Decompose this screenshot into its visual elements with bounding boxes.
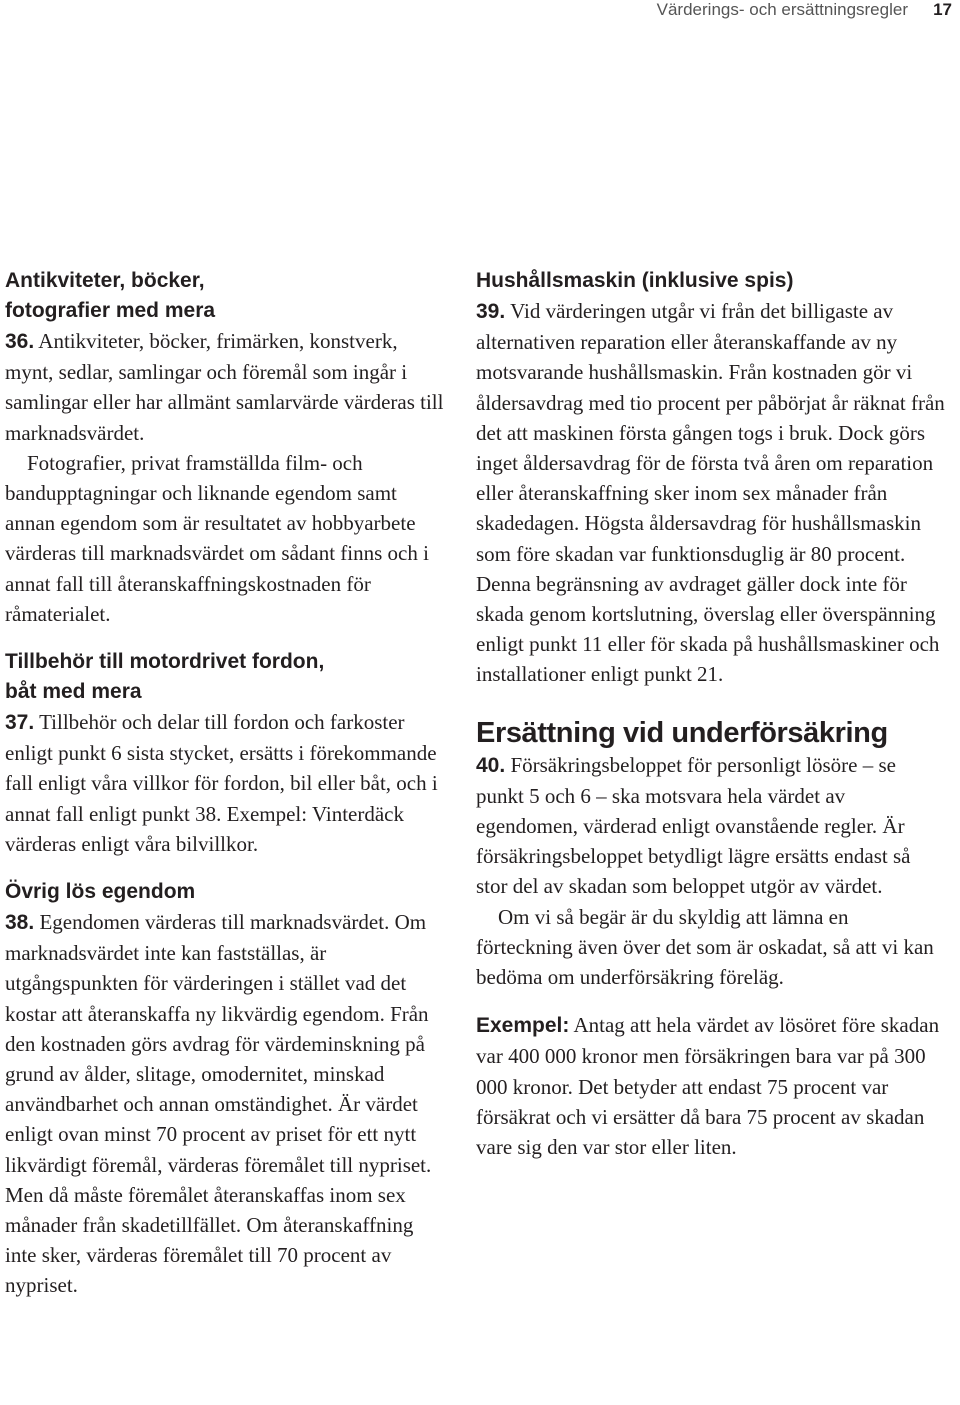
heading-line: Tillbehör till motordrivet fordon, <box>5 650 325 674</box>
page-number: 17 <box>933 0 952 19</box>
paragraph <box>476 750 946 902</box>
section-hushallsmaskin <box>476 266 946 690</box>
paragraph-text: Om vi så begär är du skyldig att lämna en förteckning även över det som är oskadat, så att vi kan bedöma om underförsäkring föreläg. <box>476 904 934 990</box>
heading-line: båt med mera <box>5 680 142 704</box>
heading-line: fotografier med mera <box>5 299 216 322</box>
section-title: Ersättning vid underförsäkring <box>476 716 888 749</box>
section-heading: Hushållsmaskin (inklusive spis) <box>476 269 794 292</box>
section-heading: Övrig lös egendom <box>5 880 196 904</box>
section-heading <box>5 647 447 707</box>
running-head-title: Värderings- och ersättningsregler <box>656 0 908 19</box>
paragraph <box>5 326 447 448</box>
heading-line: Antikviteter, böcker, <box>5 269 205 292</box>
paragraph <box>5 707 447 859</box>
paragraph-text: Tillbehör och delar till fordon och farkoster enligt punkt 6 sista stycket, ersätts i förekommande fall enligt våra villkor för fordon, bil eller båt, och i annat fall enligt punkt 38. Exempel: Vinterdäck värderas enligt våra bilvillkor. <box>5 710 438 856</box>
running-head <box>0 0 960 24</box>
paragraph <box>476 296 946 690</box>
paragraph-text: Vid värderingen utgår vi från det billigaste av alternativen reparation eller återanskaffande av ny motsvarande hushållsmaskin. Från kostnaden gör vi åldersavdrag med tio procent per påbörjat år räknat från det att maskinen första gången togs i bruk. Dock görs inget åldersavdrag för de första två åren om reparation eller återanskaffning sker inom sex månader från skadedagen. Högsta åldersavdrag för hushållsmaskin som före skadan var funktionsduglig är 80 procent. Denna begränsning av avdraget gäller dock inte för skada genom kortslutning, överslag eller överspänning enligt punkt 11 eller för skada på hushållsmaskiner och installationer enligt punkt 21. <box>476 299 945 687</box>
section-underforsakring <box>476 716 946 1163</box>
example-text: Antag att hela värdet av lösöret före skadan var 400 000 kronor men försäkringen bara var på 300 000 kronor. Det betyder att endast 75 procent var försäkrat och vi ersätter då bara 75 procent av skadan vare sig den var stor eller liten. <box>476 1013 940 1160</box>
paragraph <box>5 907 447 1301</box>
paragraph-text: Antikviteter, böcker, frimärken, konstverk, mynt, sedlar, samlingar och föremål som ingår i samlingar eller har allmänt samlarvärde värderas till marknadsvärdet. <box>5 329 444 445</box>
paragraph-text: Fotografier, privat framställda film- och bandupptagningar och liknande egendom samt annan egendom som är resultatet av hobbyarbete värderas till marknadsvärdet om sådant finns och i annat fall till återanskaffningskostnaden för råmaterialet. <box>5 450 429 626</box>
clause-number: 39. <box>476 300 506 323</box>
section-heading <box>5 266 447 326</box>
right-column <box>476 266 946 1162</box>
section-tillbehor <box>5 647 447 859</box>
paragraph-text: Egendomen värderas till marknadsvärdet. Om marknadsvärdet inte kan fastställas, är utgångspunkten för värderingen i stället vad det kostar att återanskaffa ny likvärdig egendom. Från den kostnaden görs avdrag för värdeminskning på grund av ålder, slitage, omodernitet, minskad användbarhet och annan omständighet. Är värdet enligt ovan minst 70 procent av priset för ett nytt likvärdigt föremål, värderas föremålet till nypriset. Men då måste föremålet återanskaffas inom sex månader från skadetillfället. Om återanskaffning inte sker, värderas föremålet till 70 procent av nypriset. <box>5 910 432 1298</box>
paragraph <box>5 448 447 629</box>
clause-number: 37. <box>5 711 35 735</box>
left-column <box>5 266 447 1301</box>
clause-number: 40. <box>476 753 506 777</box>
example-paragraph <box>476 1010 946 1162</box>
section-ovrig-los-egendom <box>5 877 447 1301</box>
example-label: Exempel: <box>476 1014 570 1038</box>
clause-number: 36. <box>5 330 35 353</box>
paragraph <box>476 902 946 993</box>
section-antikviteter <box>5 266 447 629</box>
paragraph-text: Försäkringsbeloppet för personligt lösöre – se punkt 5 och 6 – ska motsvara hela värdet av egendomen, värderad enligt ovanstående regler. Är försäkringsbeloppet betydligt lägre ersätts endast så stor del av skadan som beloppet utgör av värdet. <box>476 752 911 899</box>
clause-number: 38. <box>5 911 35 935</box>
